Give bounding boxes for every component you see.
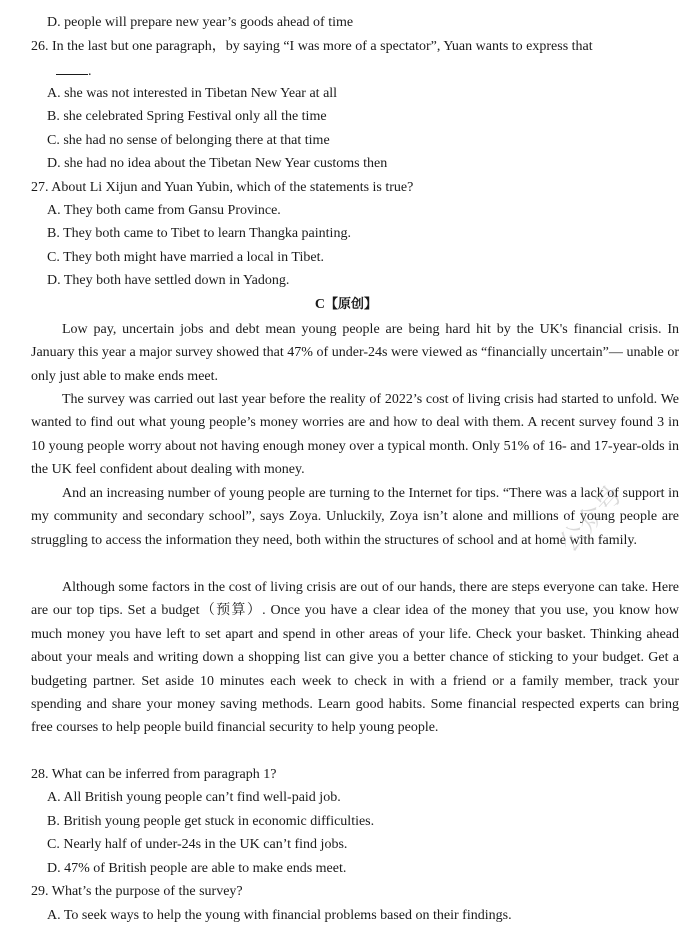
passage-paragraph-2 — [31, 388, 679, 482]
q27-option-b: B. They both came to Tibet to learn Thangka painting. — [47, 226, 351, 241]
passage-paragraph-4 — [31, 576, 679, 740]
q26-option-d: D. she had no idea about the Tibetan New Year customs then — [47, 156, 388, 171]
q26-option-b: B. she celebrated Spring Festival only all the time — [47, 109, 327, 124]
q26-stem-end: . — [88, 64, 92, 79]
q26-option-c: C. she had no sense of belonging there at that time — [47, 133, 330, 148]
paragraph-3-text: And an increasing number of young people are turning to the Internet for tips. “There was a lack of support in my community and secondary school”, says Zoya. Unluckily, Zoya isn’t alone and millions of young people are struggling to access the information they need, both within the structures of school and at home with family. — [31, 486, 679, 548]
section-c-heading — [0, 296, 692, 314]
q27-option-d: D. They both have settled down in Yadong. — [47, 273, 290, 288]
q29-stem: 29. What’s the purpose of the survey? — [31, 884, 243, 899]
section-tag: 【原创】 — [325, 297, 378, 312]
q27-option-c: C. They both might have married a local in Tibet. — [47, 250, 324, 265]
watermark-text: 公众号 — [554, 480, 629, 559]
paragraph-4-text: Although some factors in the cost of living crisis are out of our hands, there are steps everyone can take. Here are our top tips. Set a budget（预算）. Once you have a clear idea of the money that you use, you know how much money you have left to set apart and spend in other areas of your life. Check your basket. Thinking ahead about your meals and writing down a shopping list can give you a better chance of sticking to your budget. Get a budgeting partner. Set aside 10 minutes each week to check in with a friend or a family member, track your spending and share your money saving methods. Learn good habits. Some financial respected experts can bring free courses to help people build financial security to help young people. — [31, 580, 679, 736]
q28-option-d: D. 47% of British people are able to make ends meet. — [47, 861, 347, 876]
q25-option-d: D. people will prepare new year’s goods ahead of time — [47, 15, 354, 30]
q28-stem: 28. What can be inferred from paragraph 1? — [31, 767, 277, 782]
q27-stem: 27. About Li Xijun and Yuan Yubin, which of the statements is true? — [31, 180, 414, 195]
answer-blank-line — [56, 62, 88, 75]
q27-option-a: A. They both came from Gansu Province. — [47, 203, 281, 218]
q28-option-b: B. British young people get stuck in economic difficulties. — [47, 814, 375, 829]
q28-option-a: A. All British young people can’t find well-paid job. — [47, 790, 341, 805]
passage-paragraph-3 — [31, 482, 679, 552]
q26-option-a: A. she was not interested in Tibetan New Year at all — [47, 86, 338, 101]
q26-stem: 26. In the last but one paragraph，by saying “I was more of a spectator”, Yuan wants to express that — [31, 39, 593, 54]
q28-option-c: C. Nearly half of under-24s in the UK can’t find jobs. — [47, 837, 348, 852]
paragraph-1-text: Low pay, uncertain jobs and debt mean young people are being hard hit by the UK's financial crisis. In January this year a major survey showed that 47% of under-24s were viewed as “financially uncertain”— unable or only just able to make ends meet. — [31, 322, 679, 384]
section-letter: C — [314, 297, 326, 312]
passage-paragraph-1 — [31, 318, 679, 388]
q29-option-a: A. To seek ways to help the young with financial problems based on their findings. — [47, 908, 512, 923]
paragraph-2-text: The survey was carried out last year before the reality of 2022’s cost of living crisis had started to unfold. We wanted to find out what young people’s money worries are and how to deal with them. A recent survey found 3 in 10 young people worry about not having enough money over a typical month. Only 51% of 16- and 17-year-olds in the UK feel confident about dealing with money. — [31, 392, 679, 478]
q26-answer-blank — [56, 62, 92, 81]
